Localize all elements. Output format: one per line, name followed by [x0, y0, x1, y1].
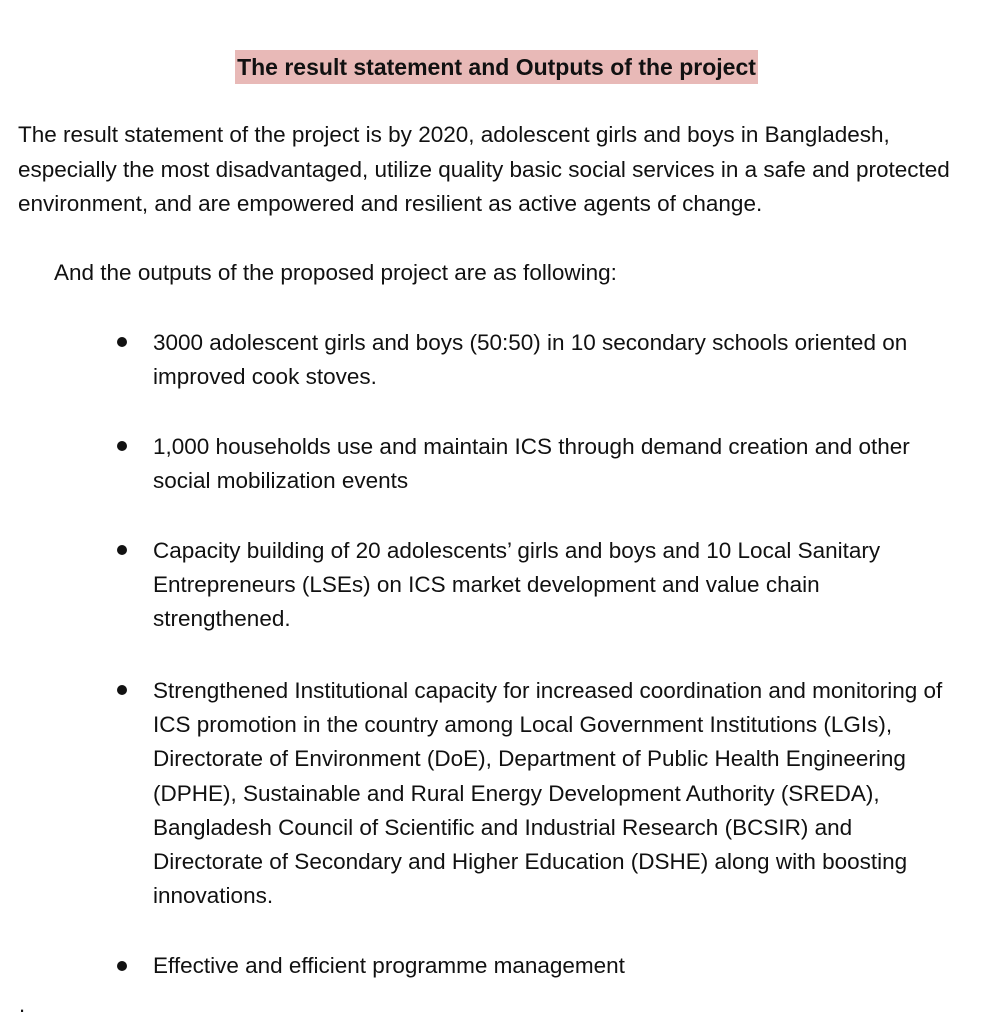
- result-statement-paragraph: The result statement of the project is by 2020, adolescent girls and boys in Bangladesh, especially the most disadvantaged, utilize quality basic social services in a safe and protected environment, and are empowered and resilient as active agents of change.: [18, 122, 950, 216]
- bullet-icon: [117, 337, 127, 347]
- bullet-icon: [117, 441, 127, 451]
- output-item-5: Effective and efficient programme management: [153, 953, 625, 978]
- output-item-2: 1,000 households use and maintain ICS through demand creation and other social mobilization events: [153, 434, 910, 494]
- title-container: [0, 50, 993, 84]
- bullet-icon: [117, 685, 127, 695]
- output-item-3: Capacity building of 20 adolescents’ girls and boys and 10 Local Sanitary Entrepreneurs (LSEs) on ICS market development and value chain strengthened.: [153, 538, 881, 632]
- output-item-4: Strengthened Institutional capacity for increased coordination and monitoring of ICS promotion in the country among Local Government Institutions (LGIs), Directorate of Environment (DoE), Department of Public Health Engineering (DPHE), Sustainable and Rural Energy Development Authority (SREDA), Bangladesh Council of Scientific and Industrial Research (BCSIR) and Directorate of Secondary and Higher Education (DSHE) along with boosting innovations.: [153, 678, 943, 909]
- outputs-lead-paragraph: And the outputs of the proposed project are as following:: [54, 260, 617, 285]
- bullet-icon: [117, 961, 127, 971]
- output-item-1: 3000 adolescent girls and boys (50:50) in 10 secondary schools oriented on improved cook stoves.: [153, 330, 908, 390]
- bullet-icon: [117, 545, 127, 555]
- page-title: The result statement and Outputs of the project: [235, 50, 758, 84]
- trailing-period: .: [19, 992, 26, 1017]
